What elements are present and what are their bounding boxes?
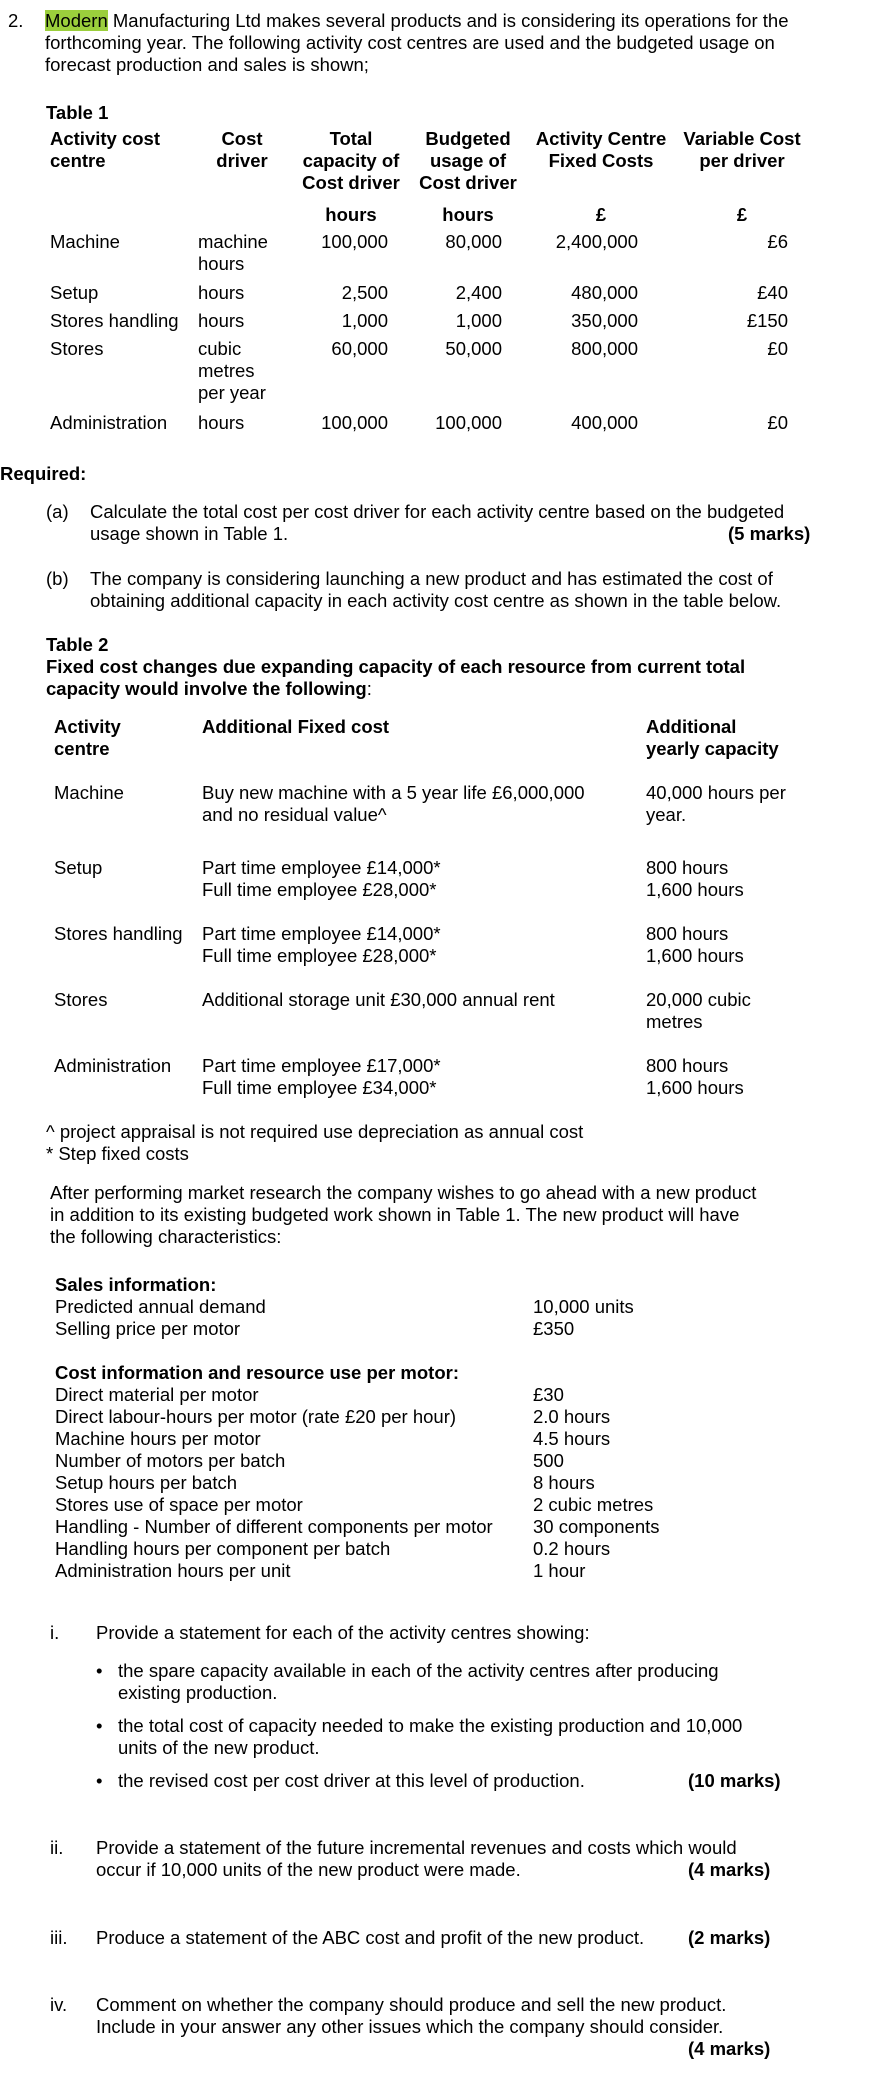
bullet-3: the revised cost per cost driver at this level of production. — [118, 1770, 585, 1791]
t1-header-driver: Cost driver — [216, 128, 268, 171]
intro-line-1: Modern Manufacturing Ltd makes several products and is considering its operations for the — [45, 10, 789, 31]
t2-header-capacity: Additional yearly capacity — [646, 716, 779, 759]
part-iv-line-2: Include in your answer any other issues which the company should consider. — [96, 2016, 724, 2037]
list-item: Handling - Number of different components per motor — [55, 1516, 493, 1537]
t1-unit-capacity: hours — [325, 204, 377, 225]
highlighted-word: Modern — [45, 10, 108, 31]
t1-unit-usage: hours — [442, 204, 494, 225]
part-a-line-2: usage shown in Table 1. — [90, 523, 289, 544]
t1-header-activity: Activity cost centre — [50, 128, 161, 171]
list-item-value: 1 hour — [533, 1560, 586, 1581]
t1-header-usage: Budgeted usage of Cost driver — [419, 128, 517, 193]
list-item-value: 8 hours — [533, 1472, 595, 1493]
part-i-label: i. — [50, 1622, 60, 1643]
part-ii-marks: (4 marks) — [688, 1859, 771, 1880]
part-ii-line-2: occur if 10,000 units of the new product were made. — [96, 1859, 521, 1880]
part-b-label: (b) — [46, 568, 69, 589]
table-2-subtitle-2: capacity would involve the following: — [46, 678, 372, 699]
intro-line-2: forthcoming year. The following activity cost centres are used and the budgeted usage on — [45, 32, 775, 53]
cost-heading: Cost information and resource use per motor: — [55, 1362, 459, 1383]
part-b-line-1: The company is considering launching a new product and has estimated the cost of — [90, 568, 773, 589]
table-2-note-1: ^ project appraisal is not required use depreciation as annual cost — [46, 1121, 584, 1142]
part-ii-line-1: Provide a statement of the future incremental revenues and costs which would — [96, 1837, 737, 1858]
required-heading: Required: — [0, 463, 87, 484]
t1-unit-fixed: £ — [595, 204, 607, 225]
bullet-icon: • — [96, 1660, 103, 1681]
list-item-value: 4.5 hours — [533, 1428, 611, 1449]
list-item-value: £350 — [533, 1318, 575, 1339]
part-iii-label: iii. — [50, 1927, 68, 1948]
part-iv-line-1: Comment on whether the company should produce and sell the new product. — [96, 1994, 727, 2015]
list-item-value: 0.2 hours — [533, 1538, 611, 1559]
t2-header-activity: Activity centre — [54, 716, 121, 759]
market-paragraph: After performing market research the company wishes to go ahead with a new product in addition to its existing budgeted work shown in Table 1. The new product will have the following characteristics: — [50, 1182, 757, 1247]
bullet-2: the total cost of capacity needed to make the existing production and 10,000 units of the new product. — [118, 1715, 743, 1758]
part-b-line-2: obtaining additional capacity in each activity cost centre as shown in the table below. — [90, 590, 782, 611]
table-2-note-2: * Step fixed costs — [46, 1143, 189, 1164]
part-a-marks: (5 marks) — [728, 523, 811, 544]
list-item: Predicted annual demand — [55, 1296, 266, 1317]
table-2-subtitle-1: Fixed cost changes due expanding capacity of each resource from current total — [46, 656, 746, 677]
table-1-title: Table 1 — [46, 102, 109, 123]
question-number: 2. — [8, 10, 24, 31]
part-i-marks: (10 marks) — [688, 1770, 781, 1791]
intro-line-3: forecast production and sales is shown; — [45, 54, 369, 75]
part-iii-marks: (2 marks) — [688, 1927, 771, 1948]
bullet-icon: • — [96, 1715, 103, 1736]
part-iv-label: iv. — [50, 1994, 68, 2015]
list-item-value: £30 — [533, 1384, 564, 1405]
part-iii-text: Produce a statement of the ABC cost and profit of the new product. — [96, 1927, 645, 1948]
t1-header-fixed: Activity Centre Fixed Costs — [535, 128, 667, 171]
list-item-value: 30 components — [533, 1516, 660, 1537]
t1-header-capacity: Total capacity of Cost driver — [302, 128, 400, 193]
list-item-value: 2.0 hours — [533, 1406, 611, 1427]
part-ii-label: ii. — [50, 1837, 64, 1858]
list-item: Direct material per motor — [55, 1384, 259, 1405]
bullet-icon: • — [96, 1770, 103, 1791]
t2-header-fixed: Additional Fixed cost — [202, 716, 390, 737]
list-item-value: 10,000 units — [533, 1296, 634, 1317]
list-item: Direct labour-hours per motor (rate £20 per hour) — [55, 1406, 457, 1427]
list-item-value: 500 — [533, 1450, 564, 1471]
bullet-1: the spare capacity available in each of the activity centres after producing existing production. — [118, 1660, 719, 1703]
t1-unit-variable: £ — [736, 204, 748, 225]
part-a-label: (a) — [46, 501, 69, 522]
sales-heading: Sales information: — [55, 1274, 217, 1295]
list-item: Administration hours per unit — [55, 1560, 291, 1581]
list-item: Selling price per motor — [55, 1318, 241, 1339]
part-iv-marks: (4 marks) — [688, 2038, 771, 2059]
list-item: Stores use of space per motor — [55, 1494, 303, 1515]
table-2-title: Table 2 — [46, 634, 109, 655]
list-item: Handling hours per component per batch — [55, 1538, 391, 1559]
list-item-value: 2 cubic metres — [533, 1494, 654, 1515]
part-i-text: Provide a statement for each of the activity centres showing: — [96, 1622, 590, 1643]
list-item: Setup hours per batch — [55, 1472, 238, 1493]
list-item: Number of motors per batch — [55, 1450, 286, 1471]
list-item: Machine hours per motor — [55, 1428, 261, 1449]
part-a-line-1: Calculate the total cost per cost driver for each activity centre based on the budgeted — [90, 501, 785, 522]
t1-header-variable: Variable Cost per driver — [683, 128, 801, 171]
